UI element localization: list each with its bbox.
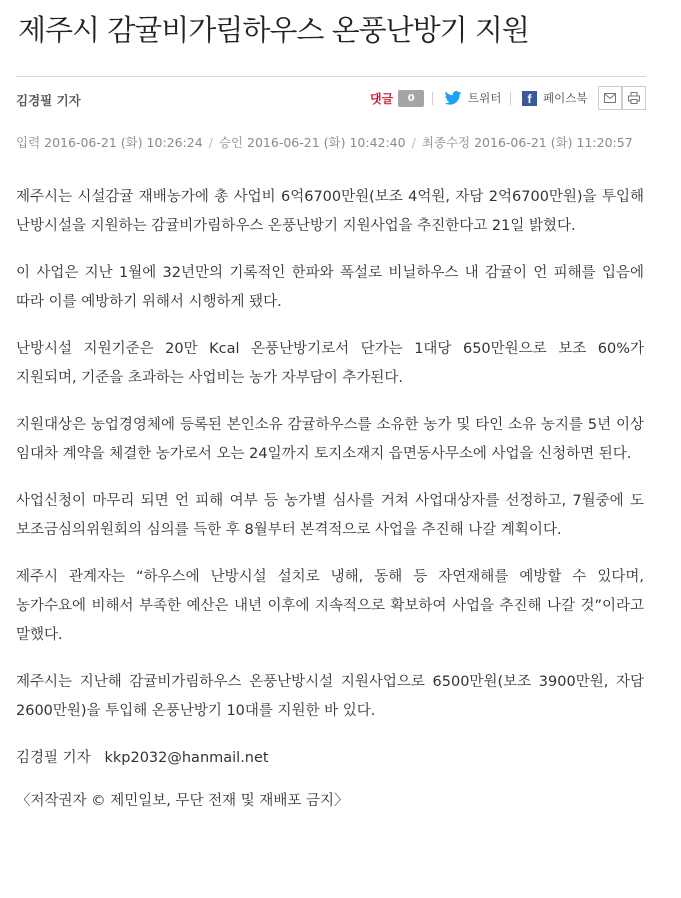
article-dates: 입력 2016-06-21 (화) 10:26:24 / 승인 2016-06-21 (화) 10:42:40 / 최종수정 2016-06-21 (화) 11:20:57 [16, 135, 633, 150]
facebook-f-icon: f [522, 91, 537, 106]
date-approved: 승인 2016-06-21 (화) 10:42:40 [218, 135, 406, 150]
twitter-label: 트위터 [468, 91, 502, 105]
article-body [16, 183, 644, 816]
article-title: 제주시 감귤비가림하우스 온풍난방기 지원 [18, 13, 529, 47]
date-input: 입력 2016-06-21 (화) 10:26:24 [16, 135, 203, 150]
article-paragraph: 난방시설 지원기준은 20만 Kcal 온풍난방기로서 단가는 1대당 650만원으로 보조 60%가 지원되며, 기준을 초과하는 사업비는 농가 자부담이 추가된다. [16, 341, 644, 386]
mail-envelope-icon [604, 93, 616, 103]
divider [432, 92, 433, 105]
date-modified: 최종수정 2016-06-21 (화) 11:20:57 [421, 135, 633, 150]
print-article-button[interactable] [622, 86, 646, 110]
comment-count-badge: 0 [398, 90, 424, 107]
article-paragraph: 사업신청이 마무리 되면 언 피해 여부 등 농가별 심사를 거쳐 사업대상자를 선정하고, 7월중에 도 보조금심의위원회의 심의를 득한 후 8월부터 본격적으로 사업을 추진해 나갈 계획이다. [16, 493, 644, 538]
byline-bar [16, 86, 646, 114]
printer-icon [628, 92, 640, 104]
article-paragraph: 제주시는 시설감귤 재배농가에 총 사업비 6억6700만원(보조 4억원, 자담 2억6700만원)을 투입해 난방시설을 지원하는 감귤비가림하우스 온풍난방기 지원사업을 추진한다고 21일 밝혔다. [16, 189, 644, 234]
copyright-notice: 〈저작권자 © 제민일보, 무단 전재 및 재배포 금지〉 [16, 793, 349, 809]
article-paragraph: 지원대상은 농업경영체에 등록된 본인소유 감귤하우스를 소유한 농가 및 타인 소유 농지를 5년 이상 임대차 계약을 체결한 농가로서 오는 24일까지 토지소재지 읍면동사무소에 사업을 신청하면 된다. [16, 417, 644, 462]
share-facebook-button[interactable] [522, 90, 587, 106]
article-paragraph: 이 사업은 지난 1월에 32년만의 기록적인 한파와 폭설로 비닐하우스 내 감귤이 언 피해를 입음에 따라 이를 예방하기 위해서 시행하게 됐다. [16, 265, 644, 310]
article-paragraph: 제주시는 지난해 감귤비가림하우스 온풍난방시설 지원사업으로 6500만원(보조 3900만원, 자담 2600만원)을 투입해 온풍난방기 10대를 지원한 바 있다. [16, 674, 644, 719]
comment-label: 댓글 [370, 92, 394, 106]
facebook-label: 페이스북 [543, 91, 588, 105]
divider [510, 92, 511, 105]
comment-button[interactable] [370, 90, 424, 107]
twitter-bird-icon [444, 91, 462, 105]
title-divider [16, 76, 646, 77]
article-paragraph: 제주시 관계자는 “하우스에 난방시설 설치로 냉해, 동해 등 자연재해를 예방할 수 있다며, 농가수요에 비해서 부족한 예산은 내년 이후에 지속적으로 확보하여 사업을 추진해 나갈 것”이라고 말했다. [16, 569, 644, 643]
email-article-button[interactable] [598, 86, 622, 110]
reporter-contact: 김경필 기자 kkp2032@hanmail.net [16, 750, 269, 766]
share-twitter-button[interactable] [444, 90, 501, 106]
author-name: 김경필 기자 [16, 93, 81, 108]
